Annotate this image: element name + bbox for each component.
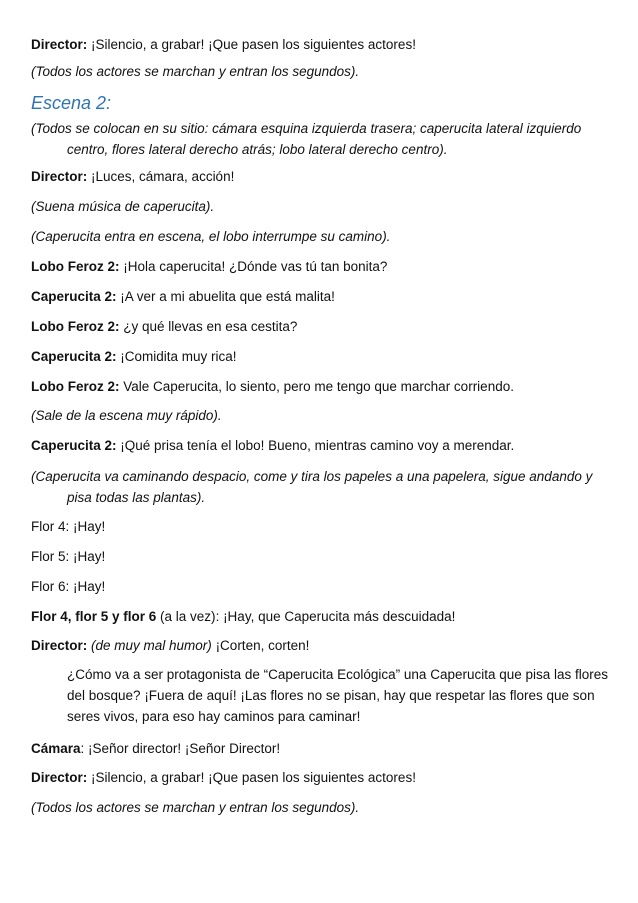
dialogue-text: ¡A ver a mi abuelita que está malita! xyxy=(116,289,335,304)
speaker-label: Caperucita 2: xyxy=(31,438,117,453)
dialogue-line xyxy=(31,168,610,186)
dialogue-line xyxy=(31,318,610,336)
dialogue-line xyxy=(31,608,610,626)
dialogue-text: ¡Silencio, a grabar! ¡Que pasen los siguientes actores! xyxy=(87,770,416,785)
dialogue-line xyxy=(31,769,610,787)
speaker-label: Director: xyxy=(31,37,88,52)
speaker-label: Lobo Feroz 2: xyxy=(31,259,120,274)
dialogue-text: ¡Silencio, a grabar! ¡Que pasen los siguientes actores! xyxy=(87,37,416,52)
dialogue-text: : ¡Señor director! ¡Señor Director! xyxy=(80,741,281,756)
stage-direction: (Caperucita entra en escena, el lobo interrumpe su camino). xyxy=(31,229,391,244)
dialogue-paragraph: ¿Cómo va a ser protagonista de “Caperucita Ecológica” una Caperucita que pisa las flores del bosque? ¡Fuera de aquí! ¡Las flores no se pisan, hay que respetar las flores que son seres vivos, para eso hay caminos para caminar! xyxy=(67,667,609,724)
dialogue-line xyxy=(31,437,610,455)
dialogue-line xyxy=(31,348,610,366)
dialogue-line xyxy=(31,36,610,54)
stage-direction: (Todos los actores se marchan y entran los segundos). xyxy=(31,800,360,815)
dialogue-line: Flor 6: ¡Hay! xyxy=(31,579,106,594)
dialogue-text: ¡Qué prisa tenía el lobo! Bueno, mientras camino voy a merendar. xyxy=(116,438,515,453)
speaker-label: Flor 4, flor 5 y flor 6 xyxy=(31,609,157,624)
speaker-label: Caperucita 2: xyxy=(31,289,117,304)
dialogue-text: Vale Caperucita, lo siento, pero me tengo que marchar corriendo. xyxy=(119,379,514,394)
dialogue-text: ¡Comidita muy rica! xyxy=(116,349,237,364)
dialogue-text: ¡Hola caperucita! ¿Dónde vas tú tan bonita? xyxy=(119,259,388,274)
dialogue-text: : ¡Hay, que Caperucita más descuidada! xyxy=(215,609,456,624)
dialogue-line xyxy=(31,740,610,758)
scene-heading: Escena 2: xyxy=(31,93,112,113)
dialogue-line xyxy=(31,258,610,276)
speaker-label: Lobo Feroz 2: xyxy=(31,319,120,334)
dialogue-line xyxy=(31,378,610,396)
speaker-label: Caperucita 2: xyxy=(31,349,117,364)
stage-direction: (Suena música de caperucita). xyxy=(31,199,215,214)
dialogue-line: Flor 5: ¡Hay! xyxy=(31,549,106,564)
speaker-label: Director: xyxy=(31,638,88,653)
dialogue-line xyxy=(31,288,610,306)
stage-direction: (Todos los actores se marchan y entran los segundos). xyxy=(31,64,360,79)
stage-direction: (Todos se colocan en su sitio: cámara esquina izquierda trasera; caperucita lateral izquierdo centro, flores lateral derecho atrás; lobo lateral derecho centro). xyxy=(31,121,582,157)
stage-direction: (Caperucita va caminando despacio, come y tira los papeles a una papelera, sigue andando y pisa todas las plantas). xyxy=(31,469,593,505)
speaker-label: Cámara xyxy=(31,741,81,756)
speaker-label: Director: xyxy=(31,770,88,785)
aside-text: (de muy mal humor) xyxy=(87,638,212,653)
speaker-label: Lobo Feroz 2: xyxy=(31,379,120,394)
aside-text: (a la vez) xyxy=(156,609,216,624)
dialogue-line: Flor 4: ¡Hay! xyxy=(31,519,106,534)
speaker-label: Director: xyxy=(31,169,88,184)
stage-direction: (Sale de la escena muy rápido). xyxy=(31,408,222,423)
dialogue-text: ¿y qué llevas en esa cestita? xyxy=(119,319,298,334)
dialogue-text: ¡Luces, cámara, acción! xyxy=(87,169,235,184)
dialogue-line xyxy=(31,637,610,655)
dialogue-text: ¡Corten, corten! xyxy=(211,638,310,653)
